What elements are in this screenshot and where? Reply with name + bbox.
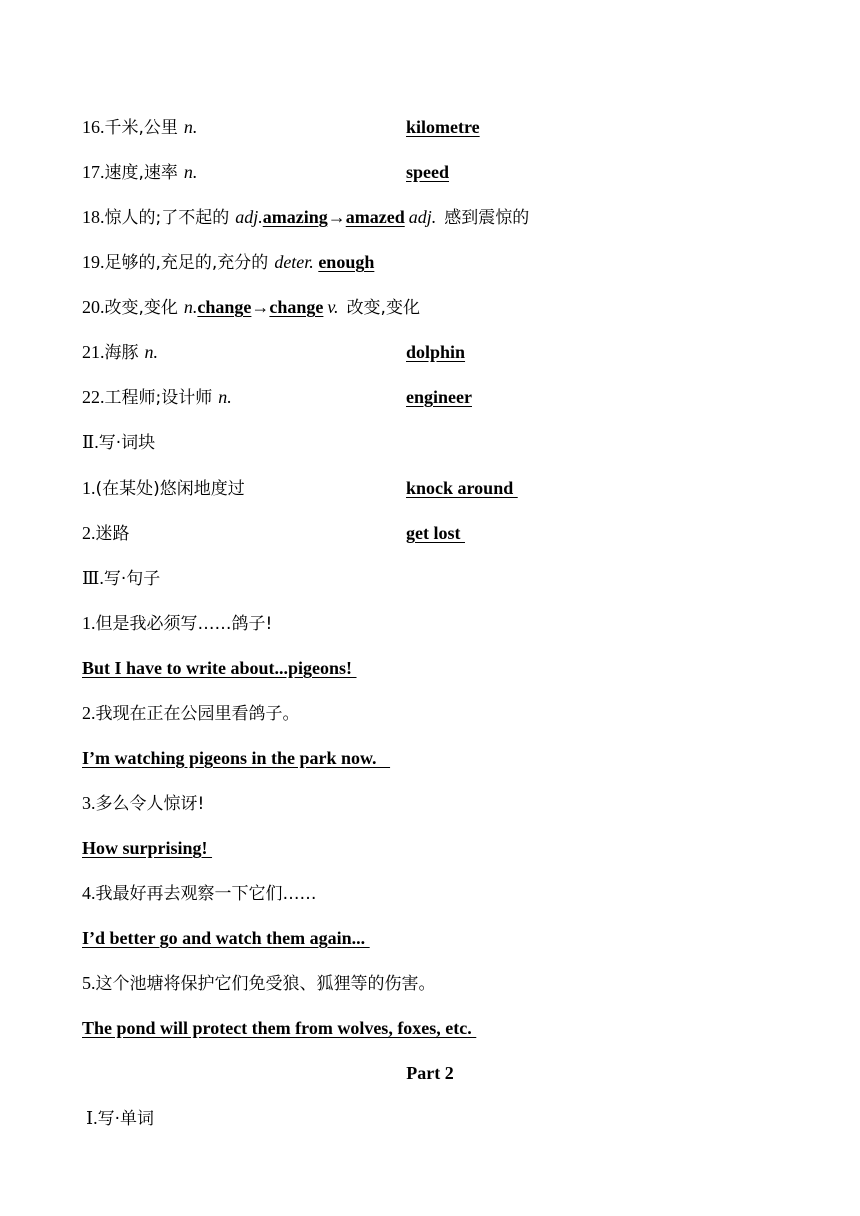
item-number: 19.	[82, 252, 105, 272]
answer: change	[197, 297, 252, 317]
sentence-answer-4	[82, 927, 370, 949]
answer: get lost	[406, 523, 465, 543]
item-number: 20.	[82, 297, 105, 317]
chinese-prompt: 我现在正在公园里看鸽子。	[95, 704, 300, 724]
part-of-speech-derived: v.	[327, 297, 339, 317]
sentence-answer-3	[82, 837, 212, 859]
sentence-prompt-2	[82, 702, 300, 725]
item-number: 22.	[82, 387, 105, 407]
item-number: 4.	[82, 883, 96, 903]
chinese-prompt: 千米,公里	[104, 118, 178, 138]
section-title: 写·单词	[97, 1109, 155, 1129]
vocab-item-19	[82, 251, 374, 274]
sentence-answer-1	[82, 657, 357, 679]
part-of-speech: n.	[218, 387, 232, 407]
vocab-item-17	[82, 161, 450, 184]
chinese-prompt: (在某处)悠闲地度过	[95, 479, 245, 499]
arrow: →	[327, 207, 346, 227]
item-number: 2.	[82, 703, 96, 723]
part-of-speech: adj.	[235, 207, 263, 227]
chinese-prompt: 工程师;设计师	[104, 388, 213, 408]
vocab-item-20	[82, 296, 420, 319]
part-of-speech: n.	[144, 342, 158, 362]
part-of-speech: deter.	[274, 252, 314, 272]
answer: dolphin	[406, 342, 466, 362]
chinese-prompt: 多么令人惊讶!	[95, 794, 205, 814]
chinese-prompt: 足够的,充足的,充分的	[104, 253, 269, 273]
phrase-item-2	[82, 522, 465, 545]
derived-meaning: 改变,变化	[346, 298, 420, 318]
section-title: 写·句子	[103, 569, 161, 589]
item-number: 21.	[82, 342, 105, 362]
answer: speed	[406, 162, 450, 182]
part-of-speech-derived: adj.	[408, 207, 437, 227]
part-of-speech: n.	[183, 117, 198, 137]
section-heading-sentences	[82, 567, 160, 590]
item-number: 3.	[82, 793, 96, 813]
section-number: Ⅰ.	[86, 1108, 98, 1128]
item-number: 17.	[82, 162, 105, 182]
vocab-item-18	[82, 206, 529, 229]
answer: The pond will protect them from wolves, foxes, etc.	[82, 1018, 477, 1038]
answer: I’d better go and watch them again...	[82, 928, 370, 948]
section-heading-phrases	[82, 431, 155, 454]
chinese-prompt: 这个池塘将保护它们免受狼、狐狸等的伤害。	[95, 974, 436, 994]
item-number: 18.	[82, 207, 105, 227]
derived-meaning: 感到震惊的	[444, 208, 530, 228]
part-of-speech: n.	[183, 162, 198, 182]
answer-derived: change	[269, 297, 324, 317]
part-heading: Part 2	[406, 1063, 454, 1083]
answer: amazing	[262, 207, 328, 227]
sentence-prompt-1	[82, 612, 272, 635]
section-heading-words	[86, 1107, 154, 1130]
answer: enough	[318, 252, 375, 272]
vocab-item-21	[82, 341, 466, 364]
item-number: 5.	[82, 973, 96, 993]
vocab-item-22	[82, 386, 472, 409]
answer: knock around	[406, 478, 518, 498]
chinese-prompt: 海豚	[104, 343, 139, 363]
chinese-prompt: 迷路	[95, 524, 130, 544]
section-number: Ⅱ.	[82, 432, 99, 452]
sentence-answer-2	[82, 747, 390, 769]
answer: kilometre	[406, 117, 480, 137]
sentence-answer-5	[82, 1017, 476, 1039]
chinese-prompt: 改变,变化	[104, 298, 178, 318]
answer: But I have to write about...pigeons!	[82, 658, 357, 678]
sentence-prompt-3	[82, 792, 204, 815]
chinese-prompt: 惊人的;了不起的	[104, 208, 230, 228]
item-number: 1.	[82, 613, 96, 633]
sentence-prompt-4	[82, 882, 317, 905]
chinese-prompt: 但是我必须写……鸽子!	[95, 614, 273, 634]
item-number: 2.	[82, 523, 96, 543]
chinese-prompt: 速度,速率	[104, 163, 178, 183]
section-title: 写·词块	[98, 433, 156, 453]
answer: engineer	[406, 387, 472, 407]
answer: How surprising!	[82, 838, 213, 858]
section-number: Ⅲ.	[82, 568, 104, 588]
part-of-speech: n.	[183, 297, 198, 317]
answer-derived: amazed	[345, 207, 405, 227]
phrase-item-1	[82, 477, 518, 500]
answer: I’m watching pigeons in the park now.	[82, 748, 391, 768]
item-number: 16.	[82, 117, 105, 137]
vocab-item-16	[82, 116, 480, 139]
arrow: →	[251, 297, 270, 317]
chinese-prompt: 我最好再去观察一下它们……	[95, 884, 317, 904]
sentence-prompt-5	[82, 972, 436, 995]
item-number: 1.	[82, 478, 96, 498]
